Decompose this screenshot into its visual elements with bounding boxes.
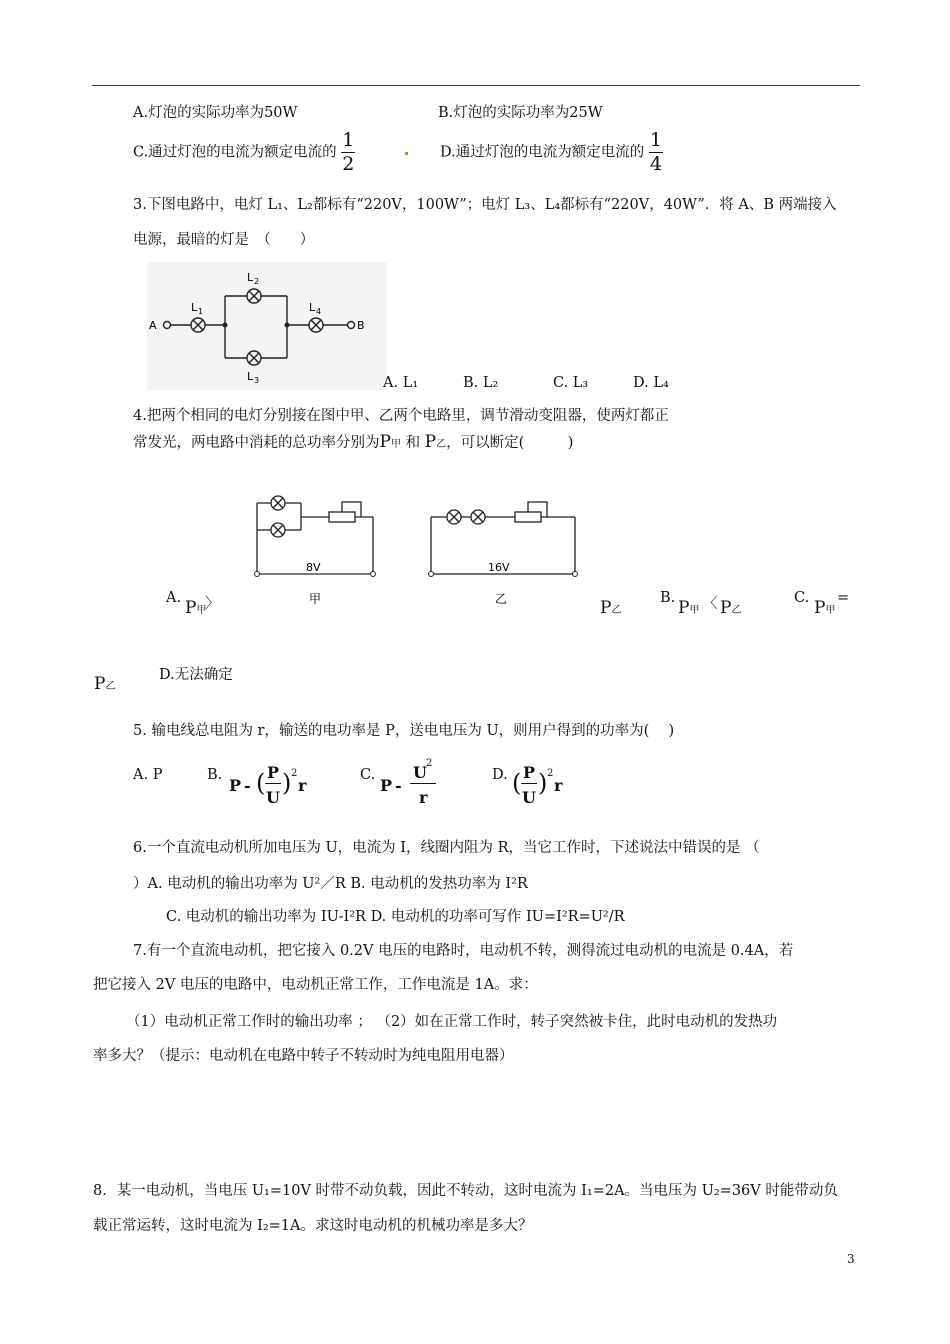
- lamp-l2-label: L: [247, 271, 254, 284]
- symbol-p: P: [720, 598, 732, 618]
- q6-stem-line1: 6.一个直流电动机所加电压为 U，电流为 I，线圈内阻为 R，当它工作时，下述说法中错误的是 （: [133, 840, 760, 856]
- subscript-yi: 乙: [436, 439, 447, 450]
- q4-stem-text-end: ，可以断定( ): [446, 435, 574, 451]
- q7-stem-line4: 率多大？（提示：电动机在电路中转子不转动时为纯电阻用电器）: [93, 1048, 514, 1064]
- symbol-p: P: [380, 776, 393, 795]
- subscript-yi: 乙: [731, 605, 742, 616]
- lamp-l1-sub: 1: [198, 307, 204, 316]
- stray-dot: [405, 152, 408, 155]
- terminal-b-label: B: [357, 319, 365, 332]
- minus-sign: -: [395, 776, 402, 795]
- q4-option-a-p-yi: [600, 598, 621, 618]
- symbol-p: P: [523, 763, 536, 782]
- lamp-l2-sub: 2: [254, 277, 260, 286]
- q7-stem-line3: （1）电动机正常工作时的输出功率 ； （2）如在正常工作时，转子突然被卡住，此时电动机的发热功: [126, 1014, 778, 1030]
- q7-stem-line2: 把它接入 2V 电压的电路中，电动机正常工作，工作电流是 1A。求：: [93, 977, 538, 993]
- q3-option-d: D. L₄: [633, 375, 669, 391]
- q2-option-d: [440, 131, 663, 174]
- symbol-p: P: [424, 432, 437, 452]
- q6-stem-line2: ）A. 电动机的输出功率为 U²／R B. 电动机的发热功率为 I²R: [133, 876, 528, 892]
- exponent-2: 2: [426, 758, 433, 769]
- q3-stem-line1: 3.下图电路中，电灯 L₁、L₂都标有“220V，100W”；电灯 L₃、L₄都标有“220V，40W”．将 A、B 两端接入: [133, 197, 837, 213]
- fraction-bar: [265, 783, 281, 784]
- subscript-jia: 甲: [689, 605, 700, 616]
- exponent-2: 2: [291, 768, 298, 779]
- q2-option-b: B.灯泡的实际功率为25W: [438, 105, 603, 121]
- q8-stem-line2: 载正常运转，这时电流为 I₂=1A。求这时电动机的机械功率是多大？: [93, 1218, 533, 1234]
- paren-close: ): [282, 769, 292, 797]
- lamp-l4-sub: 4: [316, 307, 322, 316]
- fraction-bar: [521, 783, 537, 784]
- q5-stem: 5. 输电线总电阻为 r，输送的电功率是 P，送电电压为 U，则用户得到的功率为( ): [133, 723, 675, 739]
- q4-stem-text: 常发光，两电路中消耗的总功率分别为: [133, 435, 380, 451]
- symbol-r: r: [298, 776, 307, 795]
- symbol-p: P: [678, 598, 690, 618]
- word-and: 和: [405, 435, 421, 451]
- q4-option-b-p: [678, 598, 699, 618]
- q2-option-d-text: D.通过灯泡的电流为额定电流的: [440, 144, 645, 161]
- q6-stem-line3: C. 电动机的输出功率为 IU-I²R D. 电动机的功率可写作 IU=I²R=U²/R: [166, 909, 625, 925]
- q4-option-b-p-yi: [720, 598, 741, 618]
- q7-stem-line1: 7.有一个直流电动机，把它接入 0.2V 电压的电路时，电动机不转，测得流过电动机的电流是 0.4A，若: [133, 943, 794, 959]
- symbol-r: r: [419, 788, 428, 807]
- voltage-16v-label: 16V: [488, 561, 510, 574]
- q4-option-c-p-yi: [94, 674, 115, 694]
- paren-open: (: [512, 769, 522, 797]
- q2-option-c-text: C.通过灯泡的电流为额定电流的: [133, 144, 337, 161]
- symbol-r: r: [554, 776, 563, 795]
- fraction-denominator: 2: [342, 153, 355, 175]
- q4-option-c-p: [814, 598, 835, 618]
- symbol-p: P: [229, 776, 242, 795]
- minus-sign: -: [244, 776, 251, 795]
- lamp-l3-sub: 3: [254, 376, 260, 385]
- q3-option-c: C. L₃: [553, 375, 589, 391]
- subscript-jia: 甲: [825, 605, 836, 616]
- q3-stem-line2: 电源，最暗的灯是 （ ）: [133, 232, 315, 248]
- q2-option-c-fraction: [341, 131, 355, 174]
- lamp-l4-label: L: [309, 301, 316, 314]
- q2-option-a: A.灯泡的实际功率为50W: [133, 105, 298, 121]
- q4-option-a-label: A.: [166, 590, 182, 606]
- q4-circuit-figure: [245, 488, 595, 610]
- q4-stem-line2: [133, 431, 573, 452]
- q4-option-d: D.无法确定: [159, 667, 233, 683]
- symbol-p: P: [600, 598, 612, 618]
- q3-option-a: A. L₁: [383, 375, 419, 391]
- paren-open: (: [256, 769, 266, 797]
- q3-option-b: B. L₂: [463, 375, 499, 391]
- caption-jia: 甲: [309, 592, 322, 606]
- fraction-numerator: 1: [649, 129, 662, 151]
- subscript-jia: 甲: [390, 439, 401, 450]
- symbol-p: P: [94, 674, 106, 694]
- q5-option-c-label: C.: [360, 767, 376, 783]
- symbol-p: P: [379, 432, 391, 452]
- terminal-a-label: A: [149, 319, 157, 332]
- subscript-jia: 甲: [196, 605, 207, 616]
- header-rule: [92, 85, 860, 86]
- q4-option-a-symbol: 〉: [205, 596, 220, 612]
- paren-close: ): [538, 769, 548, 797]
- q4-option-b-symbol: 〈: [703, 596, 718, 612]
- lamp-l3-label: L: [247, 370, 254, 383]
- caption-yi: 乙: [495, 592, 508, 606]
- q8-stem-line1: 8．某一电动机，当电压 U₁=10V 时带不动负载，因此不转动，这时电流为 I₁=2A。当电压为 U₂=36V 时能带动负: [93, 1183, 838, 1199]
- exponent-2: 2: [547, 768, 554, 779]
- subscript-yi: 乙: [611, 605, 622, 616]
- subscript-yi: 乙: [105, 681, 116, 692]
- symbol-p: P: [267, 763, 280, 782]
- q4-option-a-p: [185, 598, 206, 618]
- q4-option-c-label: C.: [794, 590, 810, 606]
- lamp-l1-label: L: [191, 301, 198, 314]
- q3-circuit-figure: [147, 262, 387, 390]
- q5-option-d-label: D.: [492, 767, 508, 783]
- fraction-bar: [410, 783, 436, 784]
- q2-option-c: [133, 131, 355, 174]
- fraction-denominator: 4: [649, 153, 662, 175]
- q2-option-d-fraction: [649, 131, 663, 174]
- symbol-p: P: [185, 598, 197, 618]
- q5-option-b-label: B.: [207, 767, 223, 783]
- q5-option-a: A. P: [133, 767, 163, 783]
- symbol-u: U: [413, 763, 427, 782]
- symbol-u: U: [266, 788, 280, 807]
- voltage-8v-label: 8V: [306, 561, 321, 574]
- q4-option-b-label: B.: [660, 590, 676, 606]
- symbol-u: U: [522, 788, 536, 807]
- page-number: 3: [847, 1252, 855, 1266]
- q4-stem-line1: 4.把两个相同的电灯分别接在图中甲、乙两个电路里，调节滑动变阻器，使两灯都正: [133, 408, 669, 424]
- symbol-p: P: [814, 598, 826, 618]
- q4-option-c-symbol: =: [837, 590, 850, 606]
- fraction-numerator: 1: [342, 129, 355, 151]
